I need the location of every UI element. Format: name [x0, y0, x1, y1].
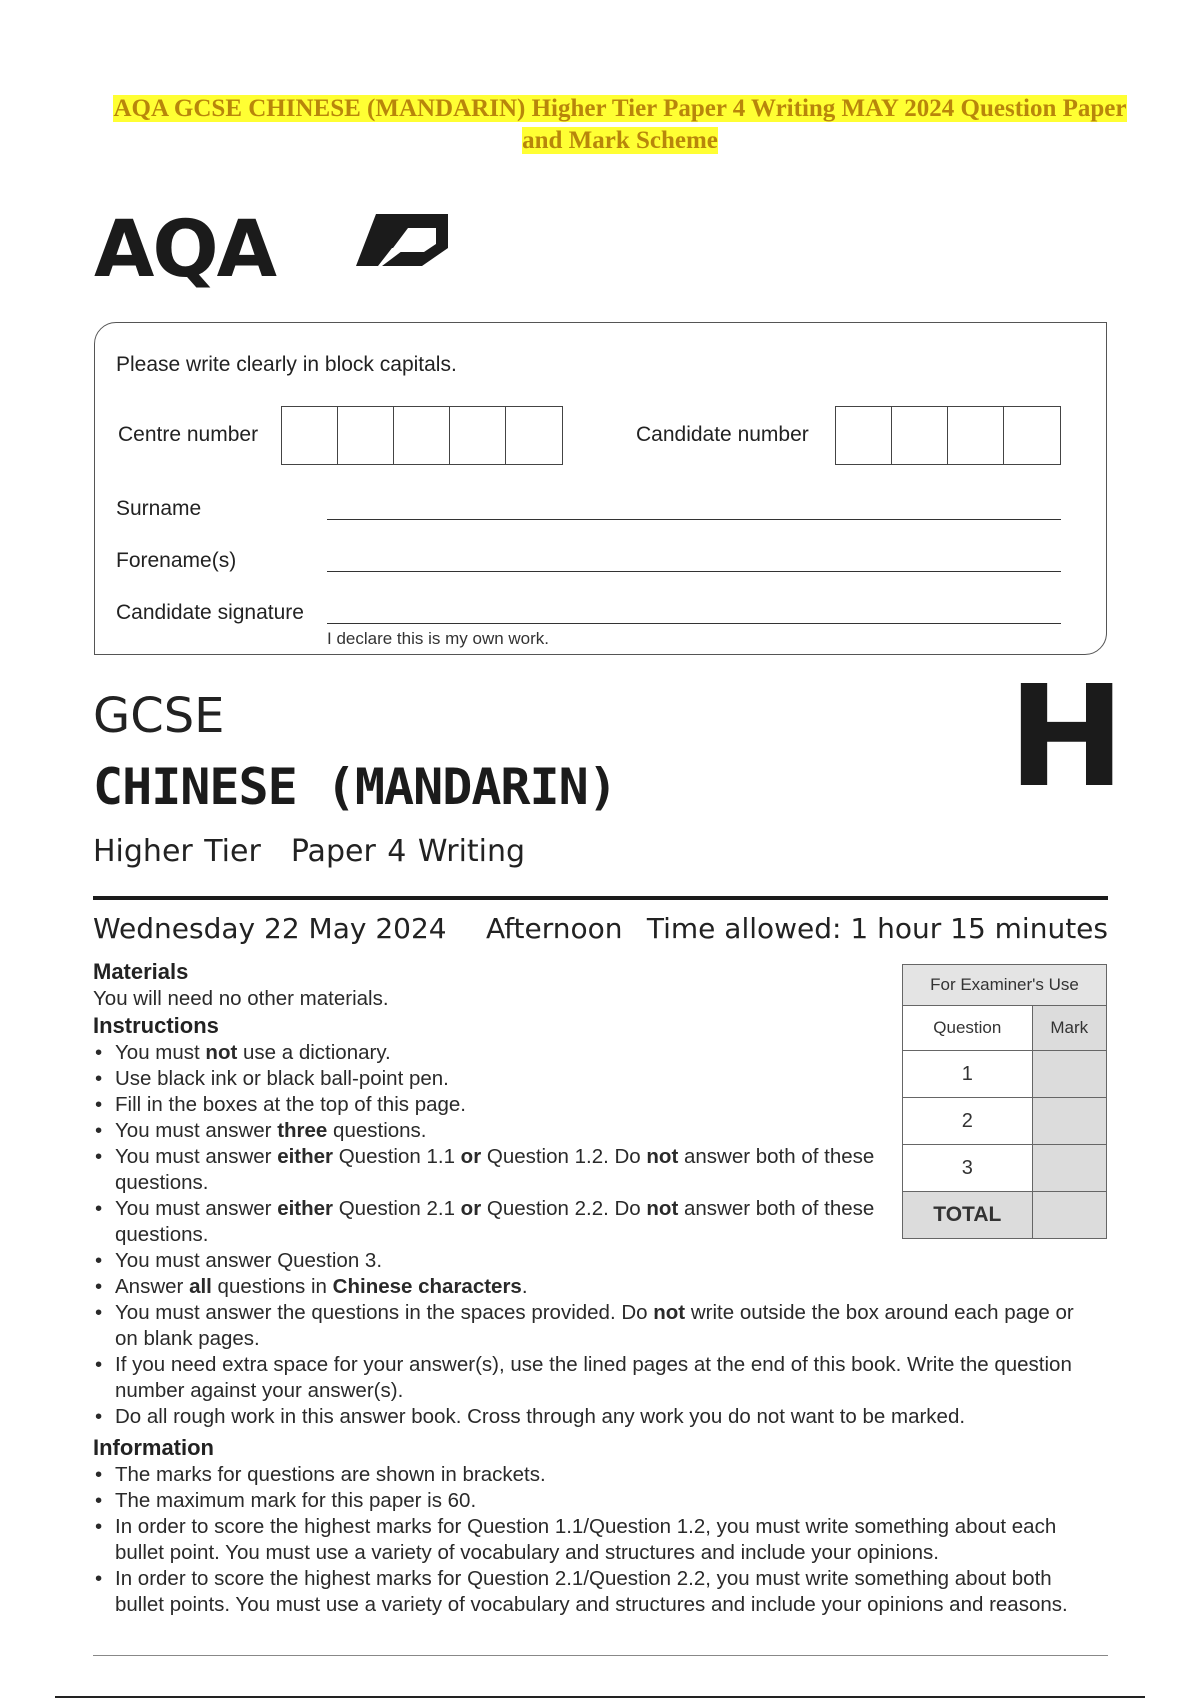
- banner-line-1: AQA GCSE CHINESE (MANDARIN) Higher Tier Paper 4 Writing MAY 2024 Question Paper: [113, 95, 1127, 122]
- instruction-item: • You must not use a dictionary.: [93, 1040, 885, 1066]
- exam-session: Afternoon: [486, 912, 623, 945]
- information-heading: Information: [93, 1435, 214, 1460]
- question-number: 2: [903, 1098, 1033, 1145]
- instructions-heading: Instructions: [93, 1013, 219, 1038]
- aqa-tick-icon: [352, 208, 452, 268]
- signature-label: Candidate signature: [116, 601, 304, 624]
- footer-divider: [93, 1655, 1108, 1656]
- instruction-item: • Use black ink or black ball-point pen.: [93, 1066, 885, 1092]
- candidate-number-label: Candidate number: [636, 423, 809, 446]
- instruction-item: • If you need extra space for your answer(s), use the lined pages at the end of this book. Write the question number against your answer(s).: [93, 1352, 1093, 1404]
- information-item: • The maximum mark for this paper is 60.: [93, 1488, 1093, 1514]
- question-number: 1: [903, 1051, 1033, 1098]
- candidate-details-box: [94, 322, 1107, 655]
- materials-heading: Materials: [93, 959, 189, 984]
- tier-text: Higher Tier: [93, 834, 261, 869]
- block-capitals-instruction: Please write clearly in block capitals.: [116, 353, 457, 376]
- centre-digit-box[interactable]: [282, 407, 338, 464]
- centre-digit-box[interactable]: [338, 407, 394, 464]
- tier-letter: H: [1008, 656, 1126, 819]
- instruction-item: • Answer all questions in Chinese characters.: [93, 1274, 1093, 1300]
- total-mark-cell: [1032, 1192, 1106, 1239]
- paper-text: Paper 4 Writing: [290, 834, 526, 869]
- instruction-item: • You must answer either Question 2.1 or Question 2.2. Do not answer both of these questions.: [93, 1196, 885, 1248]
- aqa-logo-text: AQA: [94, 205, 276, 295]
- total-label: TOTAL: [903, 1192, 1033, 1239]
- surname-line[interactable]: [327, 519, 1061, 520]
- information-item: • In order to score the highest marks for Question 2.1/Question 2.2, you must write something about both bullet points. You must use a variety of vocabulary and structures and include your opinions and reasons.: [93, 1566, 1093, 1618]
- mark-cell: [1032, 1145, 1106, 1192]
- centre-digit-box[interactable]: [450, 407, 506, 464]
- page-bottom-rule: [55, 1696, 1145, 1698]
- candidate-digit-box[interactable]: [892, 407, 948, 464]
- instruction-item: • Do all rough work in this answer book. Cross through any work you do not want to be marked.: [93, 1404, 1093, 1430]
- instruction-item: • You must answer either Question 1.1 or Question 1.2. Do not answer both of these questions.: [93, 1144, 885, 1196]
- signature-line[interactable]: [327, 623, 1061, 624]
- centre-number-boxes[interactable]: [281, 406, 563, 465]
- header-divider: [93, 896, 1108, 900]
- forenames-line[interactable]: [327, 571, 1061, 572]
- instruction-item: • Fill in the boxes at the top of this page.: [93, 1092, 885, 1118]
- information-list: [93, 1462, 1093, 1618]
- candidate-number-boxes[interactable]: [835, 406, 1061, 465]
- candidate-digit-box[interactable]: [1004, 407, 1060, 464]
- mark-column-header: Mark: [1032, 1006, 1106, 1051]
- information-item: • In order to score the highest marks for Question 1.1/Question 1.2, you must write something about each bullet point. You must use a variety of vocabulary and structures and include your opinions.: [93, 1514, 1093, 1566]
- tier-paper-line: [93, 834, 525, 869]
- qualification-title: GCSE: [93, 688, 225, 744]
- question-number: 3: [903, 1145, 1033, 1192]
- examiners-use-table: [902, 964, 1107, 1239]
- banner-line-2: and Mark Scheme: [522, 127, 718, 154]
- information-item: • The marks for questions are shown in brackets.: [93, 1462, 1093, 1488]
- instruction-item: • You must answer the questions in the spaces provided. Do not write outside the box around each page or on blank pages.: [93, 1300, 1093, 1352]
- forenames-label: Forename(s): [116, 549, 237, 572]
- exam-date: Wednesday 22 May 2024: [93, 912, 447, 945]
- subject-title: CHINESE (MANDARIN): [93, 758, 617, 816]
- aqa-logo: [94, 205, 275, 305]
- centre-number-label: Centre number: [118, 423, 259, 446]
- time-allowed: Time allowed: 1 hour 15 minutes: [646, 912, 1108, 945]
- declaration-text: I declare this is my own work.: [327, 629, 550, 648]
- instruction-item: • You must answer three questions.: [93, 1118, 885, 1144]
- examiners-use-title: For Examiner's Use: [903, 965, 1107, 1006]
- surname-label: Surname: [116, 497, 202, 520]
- materials-text: You will need no other materials.: [93, 987, 389, 1010]
- mark-cell: [1032, 1051, 1106, 1098]
- mark-cell: [1032, 1098, 1106, 1145]
- centre-digit-box[interactable]: [506, 407, 562, 464]
- question-column-header: Question: [903, 1006, 1033, 1051]
- candidate-digit-box[interactable]: [836, 407, 892, 464]
- instruction-item: • You must answer Question 3.: [93, 1248, 1093, 1274]
- candidate-digit-box[interactable]: [948, 407, 1004, 464]
- centre-digit-box[interactable]: [394, 407, 450, 464]
- document-title-banner: [60, 93, 1180, 157]
